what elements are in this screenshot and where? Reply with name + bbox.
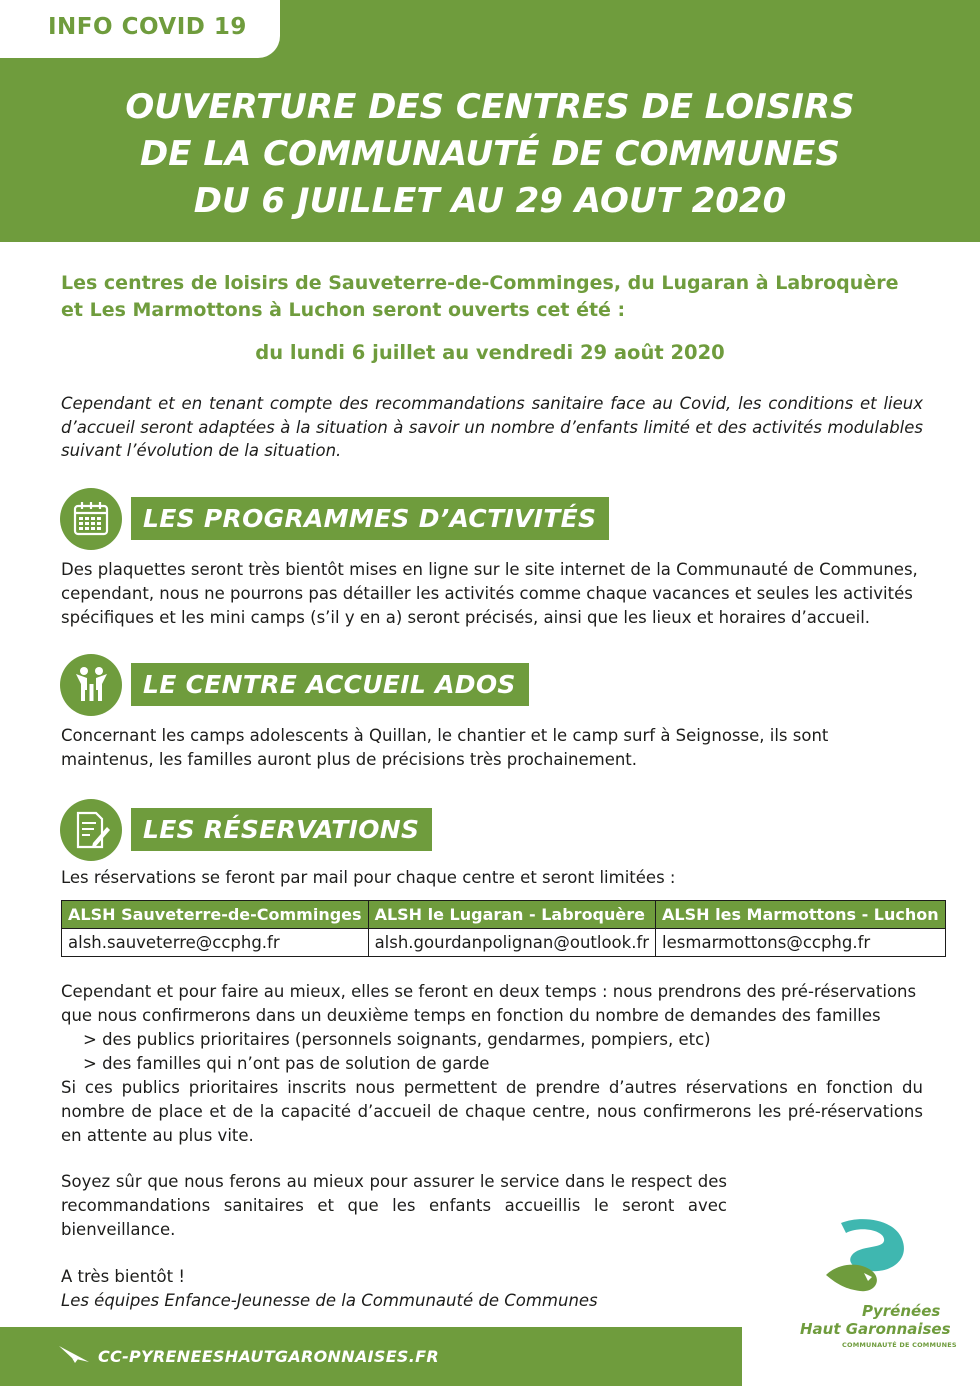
reservations-table bbox=[61, 900, 946, 957]
table-header-cell: ALSH Sauveterre-de-Comminges bbox=[62, 901, 369, 929]
assurance-paragraph: Soyez sûr que nous ferons au mieux pour assurer le service dans le respect des recommandations sanitaires et que les enfants accueillis le seront avec bienveillance. bbox=[61, 1172, 727, 1239]
process-line: Cependant et pour faire au mieux, elles se feront en deux temps : nous prendrons des pré-réservations bbox=[61, 982, 917, 1001]
section-title-ados: LE CENTRE ACCUEIL ADOS bbox=[131, 663, 529, 706]
section-title-reservations: LES RÉSERVATIONS bbox=[131, 808, 432, 851]
reservations-process bbox=[61, 980, 923, 1148]
page-title bbox=[0, 84, 980, 225]
form-edit-icon bbox=[60, 799, 122, 861]
process-line: que nous confirmerons dans un deuxième temps en fonction du nombre de demandes des familles bbox=[61, 1006, 881, 1025]
confirmation-paragraph: Si ces publics prioritaires inscrits nous permettent de prendre d’autres réservations en fonction du nombre de place et de la capacité d’accueil de chaque centre, nous confirmerons les pré-réservations en attente au plus vite. bbox=[61, 1078, 923, 1145]
paper-plane-icon bbox=[58, 1344, 90, 1364]
signature: Les équipes Enfance-Jeunesse de la Communauté de Communes bbox=[61, 1291, 598, 1310]
email-link[interactable]: lesmarmottons@ccphg.fr bbox=[656, 929, 946, 957]
table-header-cell: ALSH le Lugaran - Labroquère bbox=[368, 901, 655, 929]
title-line: DU 6 JUILLET AU 29 AOUT 2020 bbox=[193, 181, 787, 221]
covid-caveat: Cependant et en tenant compte des recommandations sanitaire face au Covid, les conditions et lieux d’accueil seront adaptées à la situation à savoir un nombre d’enfants limité et des activités modulables suivant l’évolution de la situation. bbox=[61, 394, 923, 460]
people-icon bbox=[60, 654, 122, 716]
title-line: OUVERTURE DES CENTRES DE LOISIRS bbox=[125, 87, 855, 127]
email-link[interactable]: alsh.sauveterre@ccphg.fr bbox=[62, 929, 369, 957]
opening-dates: du lundi 6 juillet au vendredi 29 août 2020 bbox=[255, 341, 725, 364]
title-line: DE LA COMMUNAUTÉ DE COMMUNES bbox=[140, 134, 840, 174]
info-tag bbox=[0, 0, 280, 58]
ados-body: Concernant les camps adolescents à Quillan, le chantier et le camp surf à Seignosse, ils sont maintenus, les familles auront plus de précisions très prochainement. bbox=[61, 726, 829, 769]
logo-text-line: Pyrénées bbox=[862, 1302, 941, 1320]
priority-bullet: > des publics prioritaires (personnels soignants, gendarmes, pompiers, etc) bbox=[83, 1030, 711, 1049]
calendar-icon bbox=[60, 488, 122, 550]
priority-bullet: > des familles qui n’ont pas de solution de garde bbox=[83, 1054, 490, 1073]
section-title-programmes: LES PROGRAMMES D’ACTIVITÉS bbox=[131, 497, 609, 540]
intro-lead: Les centres de loisirs de Sauveterre-de-Comminges, du Lugaran à Labroquère et Les Marmottons à Luchon seront ouverts cet été : bbox=[61, 272, 899, 321]
closing-line: A très bientôt ! bbox=[61, 1267, 185, 1286]
logo-text-line: Haut Garonnaises bbox=[800, 1320, 951, 1338]
table-header-row bbox=[62, 901, 946, 929]
table-header-cell: ALSH les Marmottons - Luchon bbox=[656, 901, 946, 929]
info-tag-label: INFO COVID 19 bbox=[48, 14, 247, 40]
logo-text-line: COMMUNAUTÉ DE COMMUNES bbox=[842, 1341, 957, 1349]
table-row bbox=[62, 929, 946, 957]
reservations-intro: Les réservations se feront par mail pour chaque centre et seront limitées : bbox=[61, 868, 676, 887]
logo-mark bbox=[816, 1215, 916, 1305]
email-link[interactable]: alsh.gourdanpolignan@outlook.fr bbox=[368, 929, 655, 957]
programmes-body: Des plaquettes seront très bientôt mises en ligne sur le site internet de la Communauté de Communes, cependant, nous ne pourrons pas détailler les activités comme chaque vacances et seules les activités spécifiques et les mini camps (s’il y en a) seront précisés, ainsi que les lieux et horaires d’accueil. bbox=[61, 560, 918, 627]
website-link[interactable]: CC-PYRENEESHAUTGARONNAISES.FR bbox=[98, 1347, 439, 1366]
